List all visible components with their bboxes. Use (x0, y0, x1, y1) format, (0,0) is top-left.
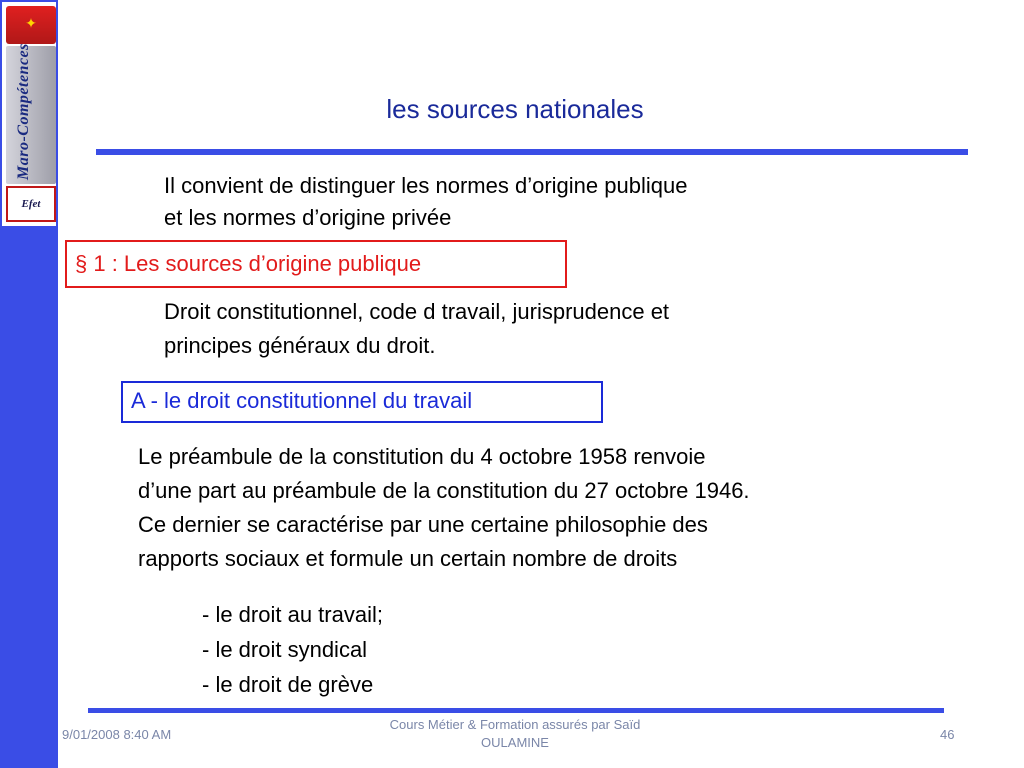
footer-date: 9/01/2008 8:40 AM (62, 727, 172, 742)
footer-divider (88, 708, 944, 713)
slide-title: les sources nationales (386, 94, 644, 124)
intro-line-1: Il convient de distinguer les normes d’origine publique (164, 173, 688, 198)
intro-line-2: et les normes d’origine privée (164, 205, 452, 230)
section-a-heading: A - le droit constitutionnel du travail (131, 388, 473, 413)
section-1-heading: § 1 : Les sources d’origine publique (75, 251, 422, 276)
paragraph-line-1: Le préambule de la constitution du 4 octobre 1958 renvoie (138, 444, 706, 469)
section-a-box (121, 381, 603, 423)
paragraph-line-3: Ce dernier se caractérise par une certaine philosophie des (138, 512, 708, 537)
footer-credit-line-1: Cours Métier & Formation assurés par Saïd (389, 717, 641, 732)
logo-badge: Efet (6, 186, 56, 222)
rights-item-3: - le droit de grève (202, 672, 374, 697)
footer-credit (340, 716, 690, 752)
section-1-line-2: principes généraux du droit. (164, 333, 436, 358)
star-icon: ✦ (25, 15, 37, 31)
rights-item-1: - le droit au travail; (202, 602, 383, 627)
paragraph-line-2: d’une part au préambule de la constitution du 27 octobre 1946. (138, 478, 750, 503)
rights-item-2: - le droit syndical (202, 637, 368, 662)
title-divider (96, 149, 968, 155)
section-1-line-1: Droit constitutionnel, code d travail, jurisprudence et (164, 299, 670, 324)
section-1-box (65, 240, 567, 288)
logo-top-emblem (6, 6, 56, 44)
logo-name: Maro-Compétences (15, 43, 32, 180)
footer-credit-line-2: OULAMINE (481, 735, 549, 750)
page-number: 46 (940, 727, 955, 742)
paragraph-line-4: rapports sociaux et formule un certain nombre de droits (138, 546, 678, 571)
